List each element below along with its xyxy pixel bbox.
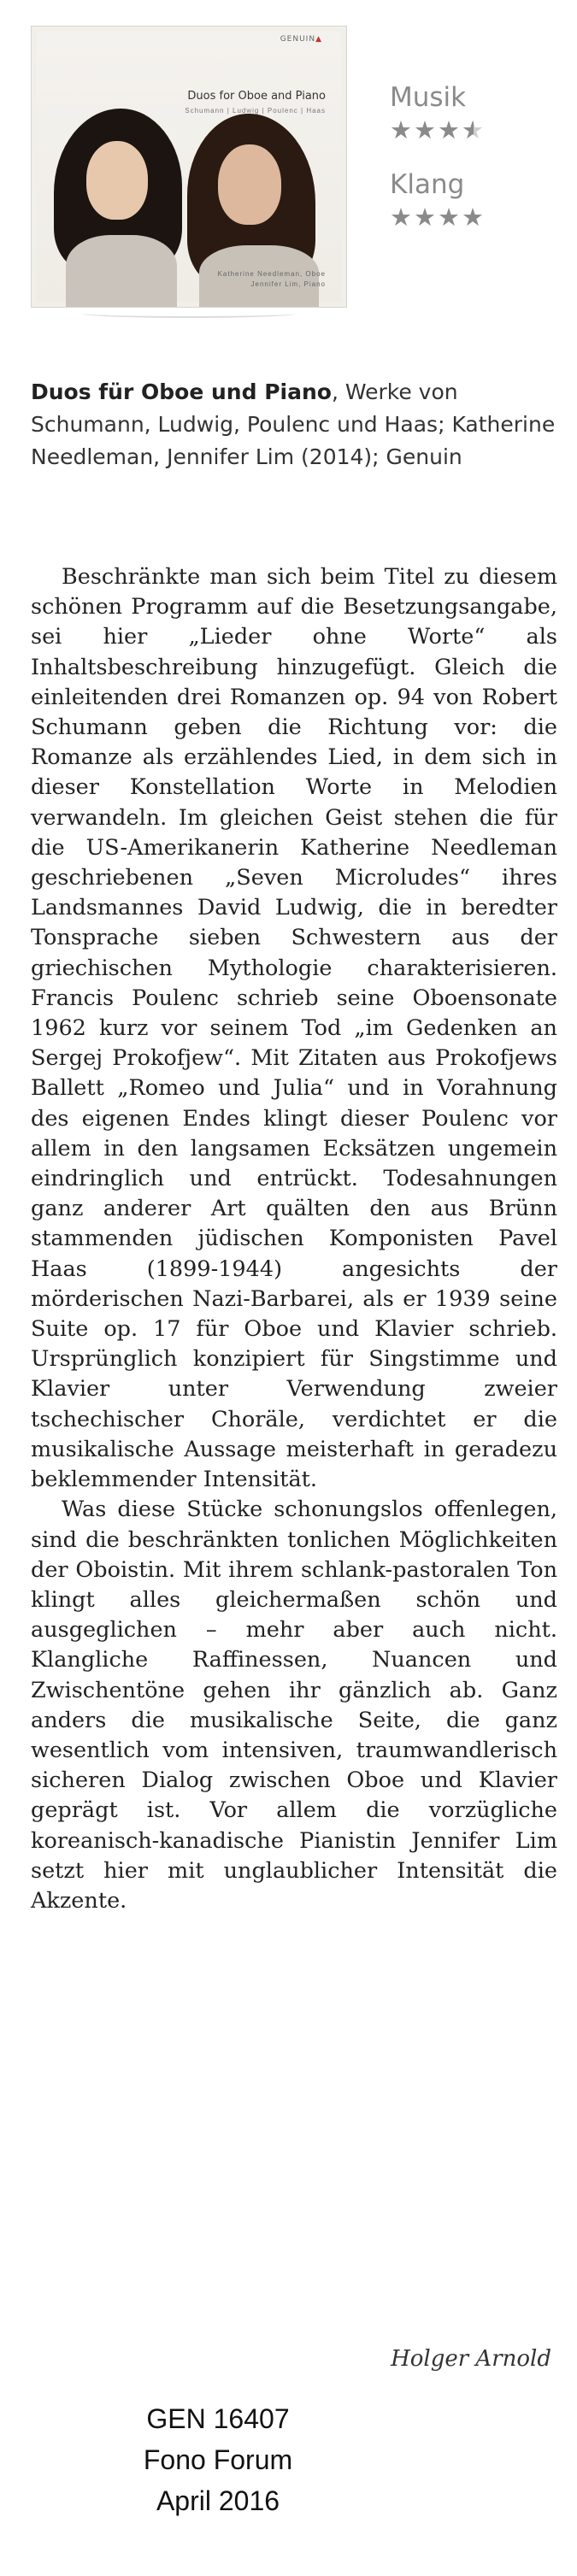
cover-performer-oboe: Katherine Needleman, Oboe bbox=[217, 270, 326, 278]
rating-stars-klang bbox=[390, 200, 486, 234]
ratings-panel bbox=[390, 82, 486, 256]
oboist-face bbox=[86, 141, 148, 220]
review-body bbox=[31, 562, 557, 1916]
pianist-face bbox=[218, 144, 281, 225]
star-icon: ★ bbox=[438, 115, 462, 144]
half-star-icon: ★ ★ bbox=[462, 113, 486, 147]
star-icon: ★ bbox=[414, 203, 438, 232]
cover-shadow bbox=[82, 309, 296, 318]
review-paragraph-1: Beschränkte man sich beim Titel zu diesem schönen Programm auf die Besetzungsangabe, sei hier „Lieder ohne Worte“ als Inhaltsbeschreibung hinzugefügt. Gleich die einleitenden drei Romanzen op. 94 von Robert Schumann geben die Richtung vor: die Romanze als erzählendes Lied, in dem sich in dieser Konstellation Worte in Melodien verwandeln. Im gleichen Geist stehen die für die US-Amerikanerin Katherine Needleman geschriebenen „Seven Microludes“ ihres Landsmannes David Ludwig, die in beredter Tonsprache sieben Schwestern aus der griechischen Mythologie charakterisieren. Francis Poulenc schrieb seine Oboensonate 1962 kurz vor seinem Tod „im Gedenken an Sergej Prokofjew“. Mit Zitaten aus Prokofjews Ballett „Romeo und Julia“ und in Vorahnung des eigenen Endes klingt dieser Poulenc vor allem in den langsamen Ecksätzen ungemein eindringlich und entrückt. Todesahnungen ganz anderer Art quälten den aus Brünn stammenden jüdischen Komponisten Pavel Haas (1899-1944) angesichts der mörderischen Nazi-Barbarei, als er 1939 seine Suite op. 17 für Oboe und Klavier schrieb. Ursprünglich konzipiert für Singstimme und Klavier unter Verwendung zweier tschechischer Choräle, verdichtet er die musikalische Aussage meisterhaft in geradezu beklemmender Intensität. bbox=[31, 564, 557, 1493]
rating-label-klang: Klang bbox=[390, 169, 465, 200]
cover-performer-piano: Jennifer Lim, Piano bbox=[250, 280, 326, 288]
star-icon: ★ bbox=[390, 115, 414, 144]
rating-label-musik: Musik bbox=[390, 82, 467, 113]
magazine-name: Fono Forum bbox=[143, 2444, 293, 2475]
album-details: , Werke von Schumann, Ludwig, Poulenc und Haas; Katherine Needleman, Jennifer Lim (2014); Genuin bbox=[31, 379, 556, 469]
review-header bbox=[31, 376, 561, 473]
cover-performers bbox=[218, 269, 326, 290]
issue-date: April 2016 bbox=[156, 2485, 280, 2516]
album-title: Duos für Oboe und Piano bbox=[31, 379, 332, 404]
review-paragraph-2: Was diese Stücke schonungslos offenlegen, sind die beschränkten tonlichen Möglichkeiten der Oboistin. Mit ihrem schlank-pastoralen Ton klingt alles gleichermaßen schön und ausgeglichen – mehr aber auch nicht. Klangliche Raffinessen, Nuancen und Zwischentöne gehen ihr gänzlich ab. Ganz anders die musikalische Seite, die ganz wesentlich vom intensiven, traumwandlerisch sicheren Dialog zwischen Oboe und Klavier geprägt ist. Vor allem die vorzügliche koreanisch-kanadische Pianistin Jennifer Lim setzt hier mit unglaublicher Intensität die Akzente. bbox=[31, 1497, 557, 1914]
catalog-number: GEN 16407 bbox=[146, 2403, 290, 2434]
label-logo: GENUIN▲ bbox=[280, 35, 322, 44]
cover-title: Duos for Oboe and Piano bbox=[187, 90, 326, 103]
star-icon: ★ bbox=[390, 203, 414, 232]
star-icon: ★ bbox=[414, 115, 438, 144]
cover-photo bbox=[37, 32, 341, 302]
cover-composers: Schumann | Ludwig | Poulenc | Haas bbox=[185, 107, 326, 115]
rating-stars-musik bbox=[390, 113, 486, 147]
star-icon: ★ bbox=[462, 203, 486, 232]
oboist-body bbox=[66, 235, 177, 308]
star-icon: ★ bbox=[438, 203, 462, 232]
album-cover bbox=[31, 26, 347, 308]
source-info bbox=[0, 2398, 436, 2521]
review-author: Holger Arnold bbox=[391, 2346, 551, 2372]
